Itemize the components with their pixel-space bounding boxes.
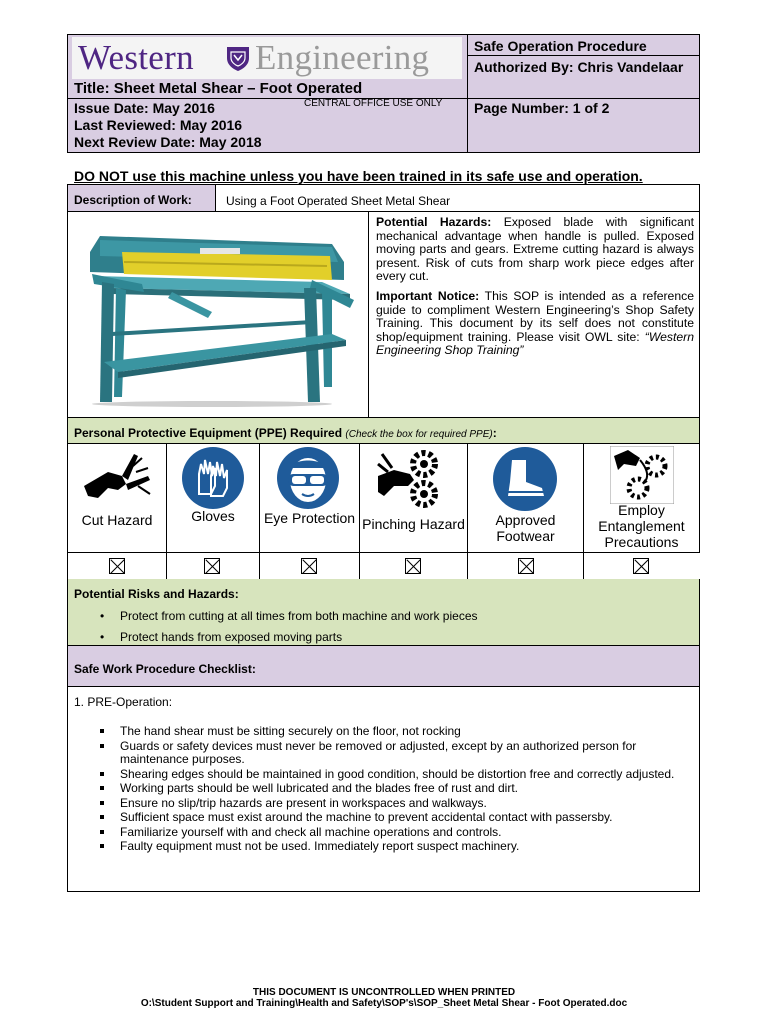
header-right-panel bbox=[468, 35, 700, 152]
ppe-subtitle: (Check the box for required PPE) bbox=[345, 429, 493, 440]
ppe-pinching-hazard bbox=[360, 444, 468, 552]
pre-operation-heading: 1. PRE-Operation: bbox=[74, 695, 173, 709]
header-left-panel bbox=[68, 35, 468, 152]
footwear-checkbox[interactable] bbox=[518, 558, 534, 574]
ppe-title-text: Personal Protective Equipment (PPE) Required bbox=[74, 426, 343, 440]
page-title: Title: Sheet Metal Shear – Foot Operated bbox=[74, 80, 363, 97]
gloves-checkbox[interactable] bbox=[204, 558, 220, 574]
ppe-label: Pinching Hazard bbox=[362, 516, 465, 532]
machine-info-row bbox=[68, 212, 699, 418]
cut-hazard-checkbox[interactable] bbox=[109, 558, 125, 574]
divider bbox=[468, 98, 700, 99]
cut-hazard-icon bbox=[78, 446, 156, 511]
potential-hazards bbox=[376, 216, 694, 284]
checkbox-cell bbox=[68, 553, 167, 579]
hazard-notes bbox=[376, 216, 694, 364]
ppe-eye-protection bbox=[260, 444, 360, 552]
ppe-section bbox=[68, 418, 699, 579]
entanglement-checkbox[interactable] bbox=[633, 558, 649, 574]
ppe-title bbox=[74, 426, 497, 440]
ppe-cut-hazard bbox=[68, 444, 167, 552]
list-item: Working parts should be well lubricated and the blades free of rust and dirt. bbox=[120, 782, 690, 796]
ppe-entanglement bbox=[584, 444, 700, 552]
pinching-hazard-icon bbox=[374, 446, 452, 518]
gloves-icon bbox=[177, 446, 249, 510]
potential-hazards-text: Exposed blade with significant mechanical advantage when handle is pulled. Exposed moving parts and gears. Extreme cutting hazard is always present. Risk of cuts from sharp work piece edges after every cut. bbox=[376, 215, 694, 284]
list-item: Shearing edges should be maintained in good condition, should be distortion free and correctly adjusted. bbox=[120, 768, 690, 782]
eye-protection-icon bbox=[272, 446, 344, 510]
pinching-hazard-checkbox[interactable] bbox=[405, 558, 421, 574]
checkbox-cell bbox=[584, 553, 700, 579]
document-header bbox=[67, 34, 700, 153]
owl-site-link: “Western Engineering Shop Training” bbox=[376, 329, 694, 358]
description-value: Using a Foot Operated Sheet Metal Shear bbox=[226, 194, 451, 208]
ppe-label: Cut Hazard bbox=[81, 512, 153, 528]
issue-date: Issue Date: May 2016 bbox=[74, 100, 215, 116]
ppe-footwear bbox=[468, 444, 584, 552]
doc-type: Safe Operation Procedure bbox=[474, 38, 647, 54]
footwear-icon bbox=[488, 446, 562, 512]
ppe-label: Gloves bbox=[191, 508, 235, 524]
logo-engineering: Engineering bbox=[255, 38, 430, 77]
list-item: Sufficient space must exist around the machine to prevent accidental contact with passersby. bbox=[120, 811, 690, 825]
important-notice bbox=[376, 290, 694, 358]
ppe-label: Employ Entanglement Precautions bbox=[598, 502, 685, 550]
ppe-label: Approved Footwear bbox=[495, 512, 556, 544]
pre-operation-steps bbox=[120, 725, 690, 855]
ppe-title-colon: : bbox=[492, 426, 497, 440]
next-review-date: Next Review Date: May 2018 bbox=[74, 134, 262, 150]
list-item: Faulty equipment must not be used. Immediately report suspect machinery. bbox=[120, 840, 690, 854]
uncontrolled-notice: THIS DOCUMENT IS UNCONTROLLED WHEN PRINTED bbox=[252, 987, 516, 998]
authorized-by: Authorized By: Chris Vandelaar bbox=[474, 59, 684, 75]
logo-western: Western bbox=[78, 38, 194, 77]
entanglement-icon bbox=[610, 446, 674, 504]
risks-section bbox=[68, 579, 699, 646]
description-label: Description of Work: bbox=[68, 185, 216, 211]
last-reviewed: Last Reviewed: May 2016 bbox=[74, 117, 243, 133]
sheet-metal-shear-illustration bbox=[82, 222, 357, 407]
important-notice-text: This SOP is intended as a reference guide to compliment Western Engineering’s Shop Safety Training. This document by its self does not constitute shop/equipment training. Please visit OWL site: bbox=[376, 288, 694, 344]
page-number: Page Number: 1 of 2 bbox=[474, 100, 610, 116]
sop-table bbox=[67, 184, 700, 892]
risks-title: Potential Risks and Hazards: bbox=[74, 587, 239, 601]
list-item: Familiarize yourself with and check all machine operations and controls. bbox=[120, 826, 690, 840]
checkbox-cell bbox=[468, 553, 584, 579]
description-row bbox=[68, 185, 699, 212]
checklist-header bbox=[68, 646, 699, 687]
checkbox-cell bbox=[360, 553, 468, 579]
ppe-gloves bbox=[167, 444, 260, 552]
file-path: O:\Student Support and Training\Health and Safety\SOP's\SOP_Sheet Metal Shear - Foot Operated.doc bbox=[140, 998, 628, 1009]
list-item: Ensure no slip/trip hazards are present in workspaces and walkways. bbox=[120, 797, 690, 811]
ppe-checkbox-row bbox=[68, 552, 699, 579]
risk-item: • Protect from cutting at all times from both machine and work pieces bbox=[120, 609, 478, 623]
risk-item: • Protect hands from exposed moving parts bbox=[120, 630, 342, 644]
checkbox-cell bbox=[260, 553, 360, 579]
checkbox-cell bbox=[167, 553, 260, 579]
crest-icon bbox=[226, 46, 250, 72]
divider bbox=[468, 55, 700, 56]
ppe-label: Eye Protection bbox=[263, 510, 356, 526]
ppe-grid bbox=[68, 443, 699, 578]
training-notice: DO NOT use this machine unless you have been trained in its safe use and operation. bbox=[74, 168, 643, 184]
list-item: The hand shear must be sitting securely on the floor, not rocking bbox=[120, 725, 690, 739]
central-office-note: CENTRAL OFFICE USE ONLY bbox=[304, 98, 443, 109]
checklist-title: Safe Work Procedure Checklist: bbox=[74, 662, 256, 676]
important-notice-label: Important Notice: bbox=[376, 288, 480, 303]
procedure-section bbox=[68, 687, 699, 891]
potential-hazards-label: Potential Hazards: bbox=[376, 215, 492, 229]
eye-protection-checkbox[interactable] bbox=[301, 558, 317, 574]
list-item: Guards or safety devices must never be removed or adjusted, except by an authorized person for maintenance purposes. bbox=[120, 740, 690, 767]
western-engineering-logo bbox=[72, 37, 462, 79]
machine-photo bbox=[68, 212, 369, 417]
date-block bbox=[74, 100, 262, 151]
